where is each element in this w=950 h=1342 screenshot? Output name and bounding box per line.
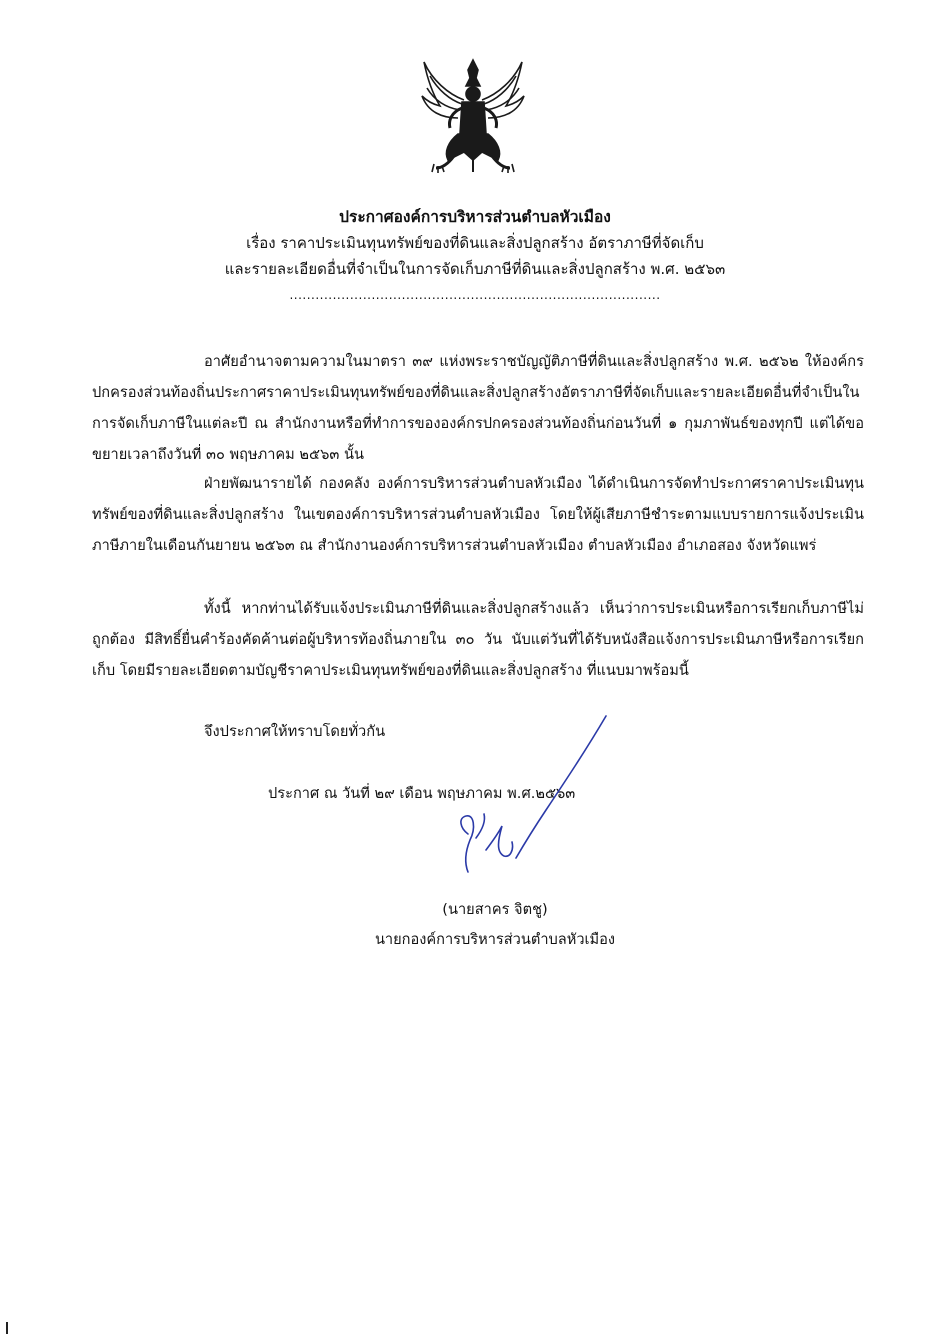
- divider-line: ......................................................................................: [289, 288, 661, 302]
- paragraph-2: [92, 468, 864, 561]
- document-title: ประกาศองค์การบริหารส่วนตำบลหัวเมือง: [339, 208, 611, 226]
- header-block: [0, 204, 950, 302]
- subject-line-1: เรื่อง ราคาประเมินทุนทรัพย์ของที่ดินและสิ่งปลูกสร้าง อัตราภาษีที่จัดเก็บ: [246, 234, 704, 252]
- announcement-date: ประกาศ ณ วันที่ ๒๙ เดือน พฤษภาคม พ.ศ.๒๕๖๓: [268, 785, 576, 802]
- subject-line-2: และรายละเอียดอื่นที่จำเป็นในการจัดเก็บภาษีที่ดินและสิ่งปลูกสร้าง พ.ศ. ๒๕๖๓: [224, 260, 726, 278]
- paragraph-3-text: ทั้งนี้ หากท่านได้รับแจ้งประเมินภาษีที่ดินและสิ่งปลูกสร้างแล้ว เห็นว่าการประเมินหรือการเรียกเก็บภาษีไม่ถูกต้อง มีสิทธิ์ยื่นคำร้องคัดค้านต่อผู้บริหารท้องถิ่นภายใน ๓๐ วัน นับแต่วันที่ได้รับหนังสือแจ้งการประเมินภาษีหรือการเรียกเก็บ โดยมีรายละเอียดตามบัญชีราคาประเมินทุนทรัพย์ของที่ดินและสิ่งปลูกสร้าง ที่แนบมาพร้อมนี้: [92, 600, 864, 679]
- signer-title: นายกองค์การบริหารส่วนตำบลหัวเมือง: [374, 931, 616, 948]
- garuda-emblem-icon: [418, 56, 528, 174]
- paragraph-1-text: อาศัยอำนาจตามความในมาตรา ๓๙ แห่งพระราชบัญญัติภาษีที่ดินและสิ่งปลูกสร้าง พ.ศ. ๒๕๖๒ ให้องค์กรปกครองส่วนท้องถิ่นประกาศราคาประเมินทุนทรัพย์ของที่ดินและสิ่งปลูกสร้างอัตราภาษีที่จัดเก็บและรายละเอียดอื่นที่จำเป็นในการจัดเก็บภาษีในแต่ละปี ณ สำนักงานหรือที่ทำการขององค์กรปกครองส่วนท้องถิ่นก่อนวันที่ ๑ กุมภาพันธ์ของทุกปี แต่ได้ขอขยายเวลาถึงวันที่ ๓๐ พฤษภาคม ๒๕๖๓ นั้น: [92, 353, 864, 463]
- signature-icon: [446, 710, 626, 890]
- signer-name: (นายสาคร จิตชู): [442, 901, 548, 918]
- paragraph-1: [92, 346, 864, 470]
- closing-statement: จึงประกาศให้ทราบโดยทั่วกัน: [204, 723, 386, 740]
- margin-mark: [6, 1322, 8, 1334]
- paragraph-3: [92, 593, 864, 686]
- paragraph-2-text: ฝ่ายพัฒนารายได้ กองคลัง องค์การบริหารส่วนตำบลหัวเมือง ได้ดำเนินการจัดทำประกาศราคาประเมินทุนทรัพย์ของที่ดินและสิ่งปลูกสร้าง ในเขตองค์การบริหารส่วนตำบลหัวเมือง โดยให้ผู้เสียภาษีชำระตามแบบรายการแจ้งประเมินภาษีภายในเดือนกันยายน ๒๕๖๓ ณ สำนักงานองค์การบริหารส่วนตำบลหัวเมือง ตำบลหัวเมือง อำเภอสอง จังหวัดแพร่: [92, 475, 864, 554]
